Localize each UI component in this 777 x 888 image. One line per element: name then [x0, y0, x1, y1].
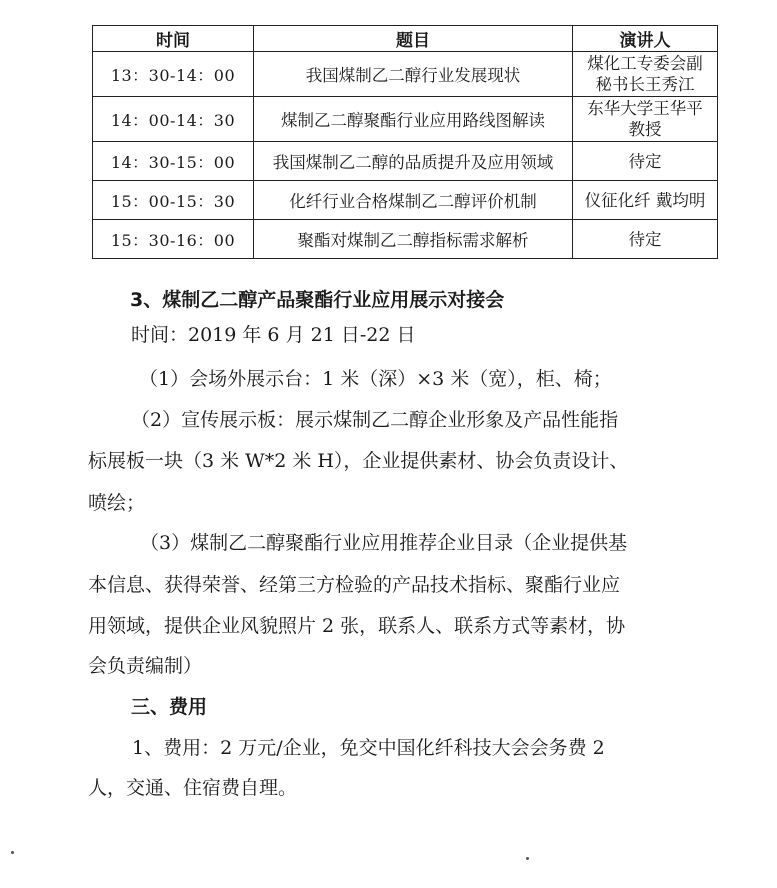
speaker-line: 教授 — [628, 120, 662, 139]
paragraph-line: （3）煤制乙二醇聚酯行业应用推荐企业目录（企业提供基 — [140, 532, 628, 554]
row-topic: 聚酯对煤制乙二醇指标需求解析 — [254, 220, 573, 259]
table-header-row — [93, 26, 718, 52]
paragraph-line: 人，交通、住宿费自理。 — [88, 777, 298, 799]
row-topic: 煤制乙二醇聚酯行业应用路线图解读 — [254, 97, 573, 142]
header-speaker: 演讲人 — [573, 26, 718, 52]
row-time: 14：30-15：00 — [93, 142, 254, 181]
row-speaker: 待定 — [573, 220, 718, 259]
row-topic: 我国煤制乙二醇的品质提升及应用领域 — [254, 142, 573, 181]
paragraph-line: 会负责编制） — [88, 655, 203, 677]
row-time: 15：30-16：00 — [93, 220, 254, 259]
paragraph-line: （2）宣传展示板：展示煤制乙二醇企业形象及产品性能指 — [131, 409, 619, 431]
event-time: 时间：2019 年 6 月 21 日-22 日 — [131, 324, 416, 346]
row-time: 15：00-15：30 — [93, 181, 254, 220]
row-speaker — [573, 97, 718, 142]
speaker-line: 秘书长王秀江 — [595, 75, 695, 94]
paragraph-line: 本信息、获得荣誉、经第三方检验的产品技术指标、聚酯行业应 — [88, 574, 621, 596]
header-topic: 题目 — [254, 26, 573, 52]
scan-speck — [11, 851, 14, 854]
row-time: 13：30-14：00 — [93, 52, 254, 97]
table-row — [93, 220, 718, 259]
paragraph-line: 标展板一块（3 米 W*2 米 H），企业提供素材、协会负责设计、 — [88, 450, 629, 472]
scan-speck — [526, 857, 529, 860]
row-topic: 我国煤制乙二醇行业发展现状 — [254, 52, 573, 97]
section-heading: 3、煤制乙二醇产品聚酯行业应用展示对接会 — [130, 289, 505, 311]
row-topic: 化纤行业合格煤制乙二醇评价机制 — [254, 181, 573, 220]
paragraph-line: 用领域，提供企业风貌照片 2 张，联系人、联系方式等素材，协 — [88, 615, 626, 637]
row-time: 14：00-14：30 — [93, 97, 254, 142]
table-row — [93, 181, 718, 220]
table-row — [93, 52, 718, 97]
speaker-line: 煤化工专委会副 — [587, 54, 703, 73]
row-speaker — [573, 52, 718, 97]
paragraph-line: （1）会场外展示台：1 米（深）×3 米（宽），柜、椅； — [139, 368, 612, 390]
speaker-line: 东华大学王华平 — [587, 99, 703, 118]
paragraph-line: 1、费用：2 万元/企业，免交中国化纤科技大会会务费 2 — [132, 737, 605, 759]
schedule-table — [92, 25, 718, 259]
header-time: 时间 — [93, 26, 254, 52]
row-speaker: 仪征化纤 戴均明 — [573, 181, 718, 220]
table-row — [93, 97, 718, 142]
fees-heading: 三、费用 — [131, 696, 208, 718]
row-speaker: 待定 — [573, 142, 718, 181]
table-row — [93, 142, 718, 181]
paragraph-line: 喷绘； — [88, 492, 146, 514]
